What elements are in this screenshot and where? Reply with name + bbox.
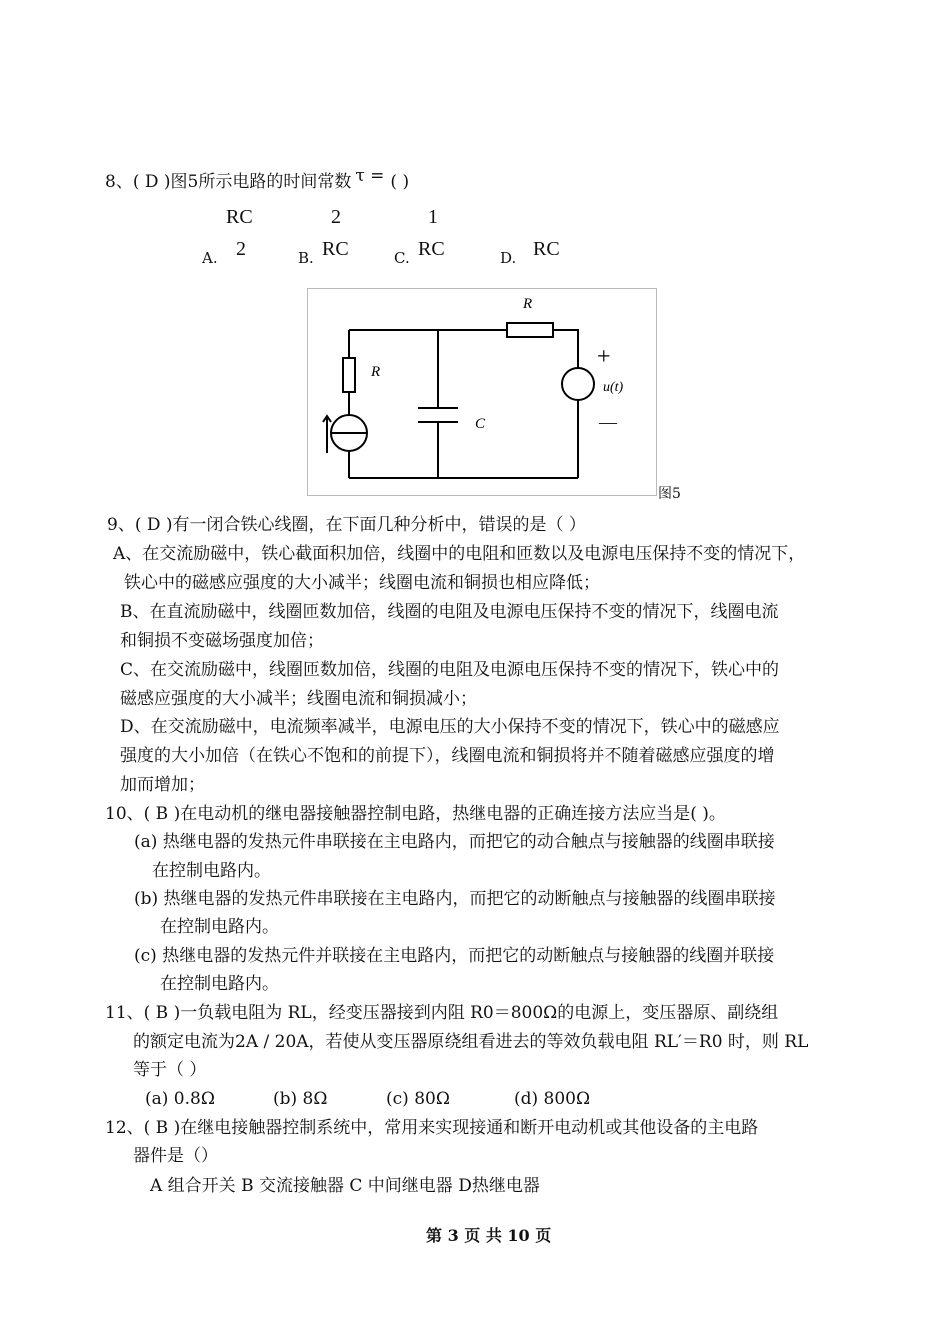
q9-line-5: C、在交流励磁中，线圈匝数加倍，线圈的电阻及电源电压保持不变的情况下，铁心中的 xyxy=(120,660,780,680)
q10-stem: 10、( B )在电动机的继电器接触器控制电路，热继电器的正确连接方法应当是( )。 xyxy=(105,804,726,824)
q9-line-1: A、在交流励磁中，铁心截面积加倍，线圈中的电阻和匝数以及电源电压保持不变的情况下， xyxy=(113,544,806,564)
q11-option-a: (a) 0.8Ω xyxy=(145,1089,215,1109)
q8-option-b-num: 2 xyxy=(331,206,341,228)
q8-option-c-label: C. xyxy=(394,249,410,267)
q11-line-2: 等于（ ） xyxy=(133,1060,207,1080)
label-minus: — xyxy=(599,412,617,432)
q10-line-6: 在控制电路内。 xyxy=(160,974,279,994)
q8-stem-suffix: ( ) xyxy=(390,172,410,192)
q8-option-c-num: 1 xyxy=(428,206,438,228)
q11-stem: 11、( B )一负载电阻为 RL，经变压器接到内阻 R0＝800Ω的电源上，变压器原、副绕组 xyxy=(105,1003,779,1023)
q11-option-d: (d) 800Ω xyxy=(514,1089,591,1109)
label-c: C xyxy=(475,416,486,432)
q8-option-a-num: RC xyxy=(226,206,253,228)
q8-option-b-label: B. xyxy=(298,249,314,267)
q9-line-6: 磁感应强度的大小减半；线圈电流和铜损减小； xyxy=(120,689,477,709)
q10-line-1: (a) 热继电器的发热元件串联接在主电路内，而把它的动合触点与接触器的线圈串联接 xyxy=(134,832,775,852)
q9-line-2: 铁心中的磁感应强度的大小减半；线圈电流和铜损也相应降低； xyxy=(124,573,600,593)
q8-option-d-label: D. xyxy=(500,249,517,267)
q12-line-1: 器件是（） xyxy=(133,1146,218,1166)
q8-option-b-den: RC xyxy=(322,238,349,260)
q10-line-2: 在控制电路内。 xyxy=(152,861,271,881)
current-arrow xyxy=(323,416,331,453)
label-plus: + xyxy=(597,344,611,370)
resistor-left xyxy=(343,358,355,392)
q8-tau: τ = xyxy=(355,166,385,186)
q8-option-c-den: RC xyxy=(418,238,445,260)
q10-line-4: 在控制电路内。 xyxy=(160,917,279,937)
q9-line-7: D、在交流励磁中，电流频率减半，电源电压的大小保持不变的情况下，铁心中的磁感应 xyxy=(120,717,780,737)
q8-option-a-den: 2 xyxy=(236,238,246,260)
label-r-top: R xyxy=(523,296,533,312)
q9-line-8: 强度的大小加倍（在铁心不饱和的前提下），线圈电流和铜损将并不随着磁感应强度的增 xyxy=(120,746,775,766)
q9-stem: 9、( D )有一闭合铁心线圈，在下面几种分析中，错误的是（ ） xyxy=(107,515,586,535)
resistor-top xyxy=(507,323,553,337)
voltage-source xyxy=(562,368,594,400)
q9-line-4: 和铜损不变磁场强度加倍； xyxy=(120,631,324,651)
q12-options: A 组合开关 B 交流接触器 C 中间继电器 D热继电器 xyxy=(150,1176,540,1196)
label-source: u(t) xyxy=(603,380,624,395)
q8-stem xyxy=(105,166,410,192)
figure-caption: 图5 xyxy=(658,486,681,502)
wire-top-right xyxy=(553,330,578,368)
q10-line-3: (b) 热继电器的发热元件串联接在主电路内，而把它的动断触点与接触器的线圈串联接 xyxy=(134,889,776,909)
circuit-figure-5 xyxy=(307,288,657,496)
page-footer: 第 3 页 共 10 页 xyxy=(426,1226,552,1245)
label-r-left: R xyxy=(371,364,381,380)
q10-line-5: (c) 热继电器的发热元件并联接在主电路内，而把它的动断触点与接触器的线圈并联接 xyxy=(134,946,775,966)
q8-stem-prefix: 8、( D )图5所示电路的时间常数 xyxy=(105,172,352,192)
q11-option-c: (c) 80Ω xyxy=(386,1089,450,1109)
q9-line-3: B、在直流励磁中，线圈匝数加倍，线圈的电阻及电源电压保持不变的情况下，线圈电流 xyxy=(120,602,779,622)
q11-line-1: 的额定电流为2A / 20A，若使从变压器原绕组看进去的等效负载电阻 RL′＝R0 时，则 RL xyxy=(133,1032,809,1052)
q9-line-9: 加而增加； xyxy=(120,775,205,795)
q11-option-b: (b) 8Ω xyxy=(273,1089,328,1109)
q8-option-a-label: A. xyxy=(202,249,218,267)
q12-stem: 12、( B )在继电接触器控制系统中，常用来实现接通和断开电动机或其他设备的主电路 xyxy=(105,1118,759,1138)
q8-option-d-den: RC xyxy=(533,238,560,260)
